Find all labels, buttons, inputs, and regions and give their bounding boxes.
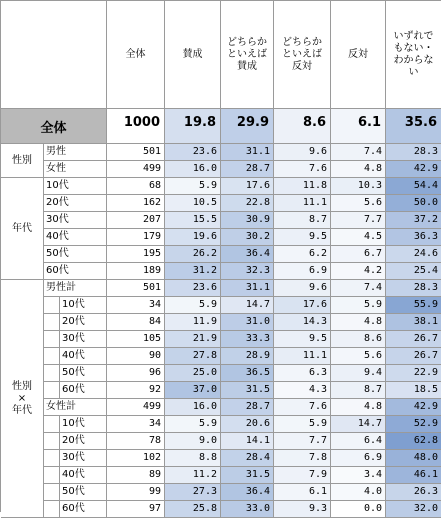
data-cell: 32.3 <box>221 263 274 280</box>
data-cell: 11.1 <box>274 348 331 365</box>
data-cell: 25.0 <box>165 365 221 382</box>
group-label: 年代 <box>1 178 44 280</box>
data-cell: 25.8 <box>165 501 221 518</box>
data-cell: 5.9 <box>165 178 221 195</box>
data-cell: 28.3 <box>386 280 441 297</box>
row-label: 50代 <box>60 365 107 382</box>
data-cell: 9.3 <box>274 501 331 518</box>
row-label: 女性計 <box>44 399 107 416</box>
data-cell: 17.6 <box>274 297 331 314</box>
data-cell: 5.9 <box>165 297 221 314</box>
data-cell: 36.4 <box>221 246 274 263</box>
data-cell: 96 <box>107 365 165 382</box>
data-cell: 14.7 <box>331 416 386 433</box>
data-cell: 501 <box>107 144 165 161</box>
group-label: 性別 <box>1 144 44 178</box>
data-cell: 4.2 <box>331 263 386 280</box>
data-cell: 8.6 <box>331 331 386 348</box>
data-cell: 7.7 <box>274 433 331 450</box>
indent-spacer <box>44 348 60 365</box>
data-cell: 14.7 <box>221 297 274 314</box>
data-cell: 195 <box>107 246 165 263</box>
data-cell: 3.4 <box>331 467 386 484</box>
data-cell: 9.5 <box>274 229 331 246</box>
data-cell: 27.3 <box>165 484 221 501</box>
data-cell: 31.5 <box>221 382 274 399</box>
data-cell: 97 <box>107 501 165 518</box>
data-cell: 20.6 <box>221 416 274 433</box>
data-cell: 26.7 <box>386 331 441 348</box>
indent-spacer <box>44 484 60 501</box>
data-cell: 11.8 <box>274 178 331 195</box>
data-cell: 24.6 <box>386 246 441 263</box>
data-cell: 7.6 <box>274 161 331 178</box>
indent-spacer <box>44 365 60 382</box>
data-cell: 162 <box>107 195 165 212</box>
data-cell: 5.9 <box>274 416 331 433</box>
row-label: 50代 <box>44 246 107 263</box>
data-cell: 31.5 <box>221 467 274 484</box>
data-cell: 5.6 <box>331 348 386 365</box>
data-cell: 42.9 <box>386 399 441 416</box>
data-cell: 38.1 <box>386 314 441 331</box>
data-cell: 8.8 <box>165 450 221 467</box>
data-cell: 4.3 <box>274 382 331 399</box>
row-label: 40代 <box>60 467 107 484</box>
data-cell: 31.1 <box>221 144 274 161</box>
data-cell: 6.4 <box>331 433 386 450</box>
data-cell: 7.6 <box>274 399 331 416</box>
data-cell: 10.3 <box>331 178 386 195</box>
data-cell: 0.0 <box>331 501 386 518</box>
data-cell: 30.9 <box>221 212 274 229</box>
column-header: どちらか といえば 反対 <box>274 1 331 109</box>
column-header: 反対 <box>331 1 386 109</box>
data-cell: 6.2 <box>274 246 331 263</box>
data-cell: 55.9 <box>386 297 441 314</box>
row-label: 女性 <box>44 161 107 178</box>
data-cell: 6.9 <box>274 263 331 280</box>
data-cell: 37.2 <box>386 212 441 229</box>
data-cell: 36.4 <box>221 484 274 501</box>
group-label: 性別 × 年代 <box>1 280 44 518</box>
data-cell: 16.0 <box>165 161 221 178</box>
data-cell: 10.5 <box>165 195 221 212</box>
data-cell: 189 <box>107 263 165 280</box>
data-cell: 8.7 <box>331 382 386 399</box>
data-cell: 179 <box>107 229 165 246</box>
column-header: どちらか といえば 賛成 <box>221 1 274 109</box>
row-label: 50代 <box>60 484 107 501</box>
row-label: 20代 <box>60 433 107 450</box>
indent-spacer <box>44 450 60 467</box>
data-cell: 50.0 <box>386 195 441 212</box>
data-cell: 62.8 <box>386 433 441 450</box>
data-cell: 4.5 <box>331 229 386 246</box>
data-cell: 33.3 <box>221 331 274 348</box>
row-label: 60代 <box>60 501 107 518</box>
row-label: 30代 <box>60 450 107 467</box>
data-cell: 78 <box>107 433 165 450</box>
data-cell: 46.1 <box>386 467 441 484</box>
total-value: 1000 <box>107 109 165 144</box>
data-cell: 26.7 <box>386 348 441 365</box>
data-cell: 23.6 <box>165 280 221 297</box>
indent-spacer <box>44 467 60 484</box>
data-cell: 27.8 <box>165 348 221 365</box>
data-cell: 11.2 <box>165 467 221 484</box>
data-cell: 501 <box>107 280 165 297</box>
data-cell: 9.6 <box>274 280 331 297</box>
total-row-label: 全体 <box>1 109 107 144</box>
data-cell: 99 <box>107 484 165 501</box>
data-cell: 7.9 <box>274 467 331 484</box>
data-cell: 7.8 <box>274 450 331 467</box>
data-cell: 36.3 <box>386 229 441 246</box>
total-value: 6.1 <box>331 109 386 144</box>
data-cell: 7.7 <box>331 212 386 229</box>
data-cell: 30.2 <box>221 229 274 246</box>
data-cell: 102 <box>107 450 165 467</box>
total-value: 29.9 <box>221 109 274 144</box>
data-cell: 4.0 <box>331 484 386 501</box>
data-cell: 31.1 <box>221 280 274 297</box>
data-cell: 28.7 <box>221 161 274 178</box>
indent-spacer <box>44 416 60 433</box>
row-label: 10代 <box>44 178 107 195</box>
row-label: 10代 <box>60 416 107 433</box>
data-cell: 42.9 <box>386 161 441 178</box>
indent-spacer <box>44 331 60 348</box>
row-label: 20代 <box>60 314 107 331</box>
row-label: 10代 <box>60 297 107 314</box>
data-cell: 4.8 <box>331 314 386 331</box>
data-cell: 26.2 <box>165 246 221 263</box>
data-cell: 5.9 <box>165 416 221 433</box>
data-cell: 7.4 <box>331 144 386 161</box>
indent-spacer <box>44 297 60 314</box>
data-cell: 48.0 <box>386 450 441 467</box>
data-cell: 19.6 <box>165 229 221 246</box>
data-cell: 92 <box>107 382 165 399</box>
data-cell: 31.0 <box>221 314 274 331</box>
data-cell: 5.9 <box>331 297 386 314</box>
data-cell: 9.5 <box>274 331 331 348</box>
data-cell: 89 <box>107 467 165 484</box>
data-cell: 33.0 <box>221 501 274 518</box>
data-cell: 17.6 <box>221 178 274 195</box>
data-cell: 28.7 <box>221 399 274 416</box>
data-cell: 4.8 <box>331 399 386 416</box>
data-cell: 14.1 <box>221 433 274 450</box>
data-cell: 499 <box>107 399 165 416</box>
data-cell: 26.3 <box>386 484 441 501</box>
data-cell: 14.3 <box>274 314 331 331</box>
data-cell: 52.9 <box>386 416 441 433</box>
indent-spacer <box>44 433 60 450</box>
data-cell: 34 <box>107 297 165 314</box>
data-cell: 16.0 <box>165 399 221 416</box>
data-cell: 28.9 <box>221 348 274 365</box>
data-cell: 5.6 <box>331 195 386 212</box>
data-cell: 21.9 <box>165 331 221 348</box>
column-header: いずれで もない・ わからな い <box>386 1 441 109</box>
data-cell: 15.5 <box>165 212 221 229</box>
data-cell: 6.7 <box>331 246 386 263</box>
row-label: 60代 <box>44 263 107 280</box>
indent-spacer <box>44 501 60 518</box>
data-cell: 9.6 <box>274 144 331 161</box>
data-cell: 207 <box>107 212 165 229</box>
column-header: 賛成 <box>165 1 221 109</box>
total-value: 8.6 <box>274 109 331 144</box>
data-cell: 28.3 <box>386 144 441 161</box>
data-cell: 8.7 <box>274 212 331 229</box>
data-cell: 7.4 <box>331 280 386 297</box>
row-label: 男性計 <box>44 280 107 297</box>
data-cell: 54.4 <box>386 178 441 195</box>
data-cell: 37.0 <box>165 382 221 399</box>
data-cell: 6.9 <box>331 450 386 467</box>
row-label: 30代 <box>44 212 107 229</box>
row-label: 40代 <box>60 348 107 365</box>
data-cell: 25.4 <box>386 263 441 280</box>
data-cell: 105 <box>107 331 165 348</box>
indent-spacer <box>44 382 60 399</box>
data-cell: 4.8 <box>331 161 386 178</box>
data-cell: 11.9 <box>165 314 221 331</box>
data-cell: 90 <box>107 348 165 365</box>
header-corner <box>1 1 107 109</box>
data-cell: 68 <box>107 178 165 195</box>
data-cell: 6.3 <box>274 365 331 382</box>
data-cell: 499 <box>107 161 165 178</box>
data-cell: 32.0 <box>386 501 441 518</box>
row-label: 40代 <box>44 229 107 246</box>
data-cell: 9.0 <box>165 433 221 450</box>
data-cell: 31.2 <box>165 263 221 280</box>
data-cell: 84 <box>107 314 165 331</box>
row-label: 30代 <box>60 331 107 348</box>
indent-spacer <box>44 314 60 331</box>
data-cell: 36.5 <box>221 365 274 382</box>
data-cell: 23.6 <box>165 144 221 161</box>
data-cell: 22.8 <box>221 195 274 212</box>
row-label: 20代 <box>44 195 107 212</box>
total-value: 35.6 <box>386 109 441 144</box>
total-value: 19.8 <box>165 109 221 144</box>
data-cell: 6.1 <box>274 484 331 501</box>
data-cell: 18.5 <box>386 382 441 399</box>
data-cell: 11.1 <box>274 195 331 212</box>
data-cell: 9.4 <box>331 365 386 382</box>
data-cell: 28.4 <box>221 450 274 467</box>
data-cell: 34 <box>107 416 165 433</box>
row-label: 60代 <box>60 382 107 399</box>
row-label: 男性 <box>44 144 107 161</box>
column-header: 全体 <box>107 1 165 109</box>
data-cell: 22.9 <box>386 365 441 382</box>
